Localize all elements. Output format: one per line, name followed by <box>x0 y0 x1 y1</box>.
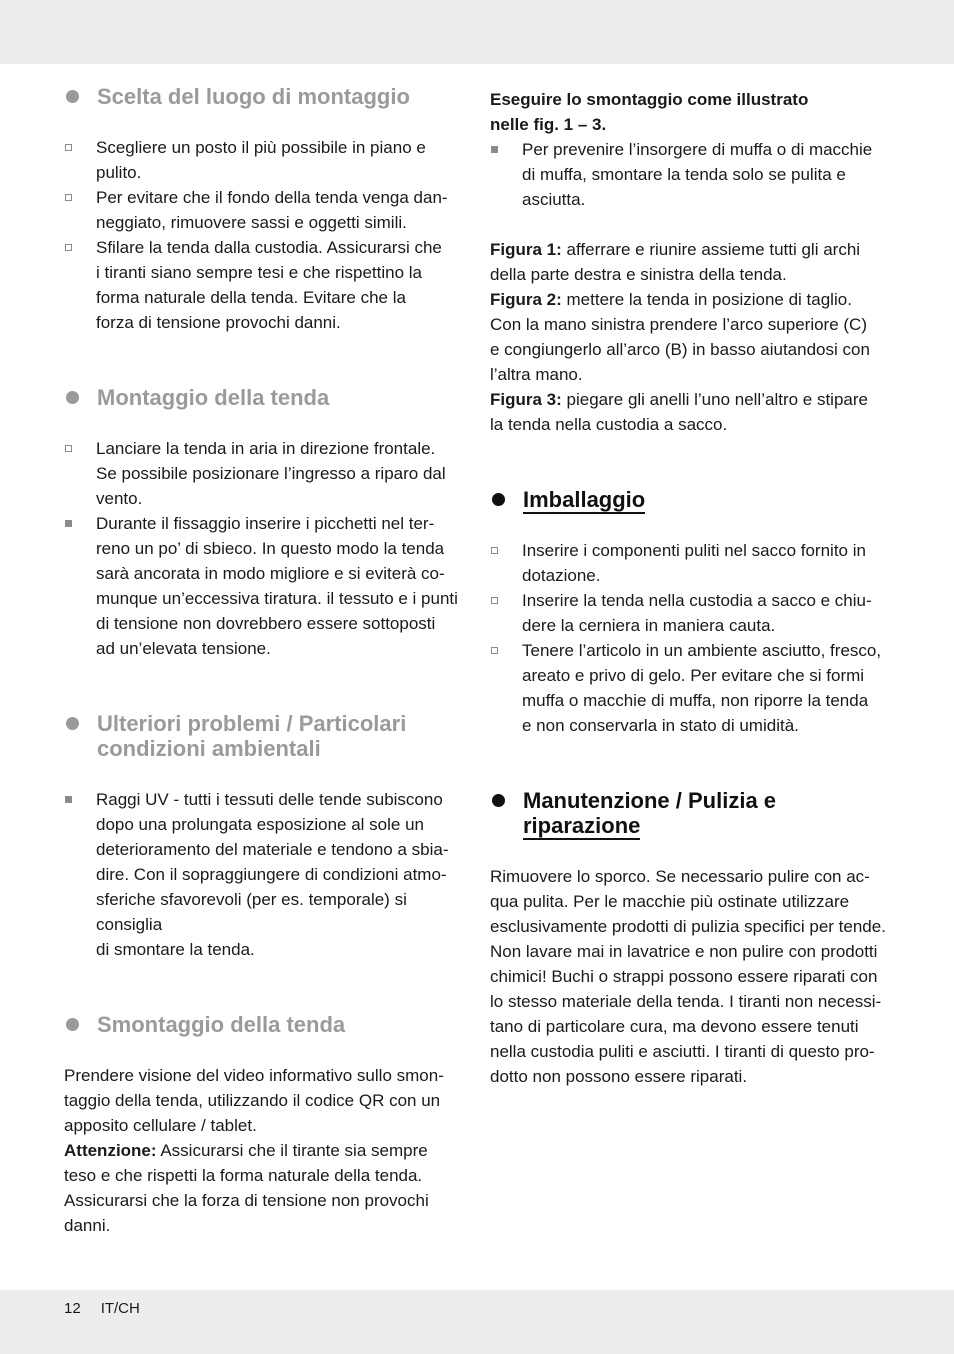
list-item: Inserire la tenda nella custodia a sacco e chiu- dere la cerniera in maniera cauta. <box>490 588 890 638</box>
list-item: Durante il fissaggio inserire i picchetti nel ter- reno un po’ di sbieco. In questo modo la tenda sarà ancorata in modo migliore e si eviterà co- munque un’eccessiva tiratura. il tessuto e i punti di tensione non dovrebbero essere sottoposti ad un’elevata tensione. <box>64 511 464 661</box>
left-column <box>64 84 464 1238</box>
square-bullet-icon <box>491 547 498 554</box>
list-item: Raggi UV - tutti i tessuti delle tende subiscono dopo una prolungata esposizione al sole un deterioramento del materiale e tendono a sbia- dire. Con il sopraggiungere di condizioni atmo- sferiche sfavorevoli (per es. temporale) si consiglia di smontare la tenda. <box>64 787 464 962</box>
filled-square-bullet-icon <box>491 146 498 153</box>
header-band <box>0 0 954 64</box>
paragraph: Rimuovere lo sporco. Se necessario pulire con ac- qua pulita. Per le macchie più ostinate utilizzare esclusivamente prodotti di pulizia specifici per tende. Non lavare mai in lavatrice e non pulire con prodotti chimici! Buchi o strappi possono essere riparati con lo stesso materiale della tenda. I tiranti non necessi- tano di particolare cura, ma devono essere tenuti nella custodia puliti e asciutti. I tiranti di questo pro- dotto non possono essere riparati. <box>490 867 886 1086</box>
footer <box>64 1300 160 1317</box>
list-item: Tenere l’articolo in un ambiente asciutto, fresco, areato e privo di gelo. Per evitare che si formi muffa o macchie di muffa, non riporre la tenda e non conservarla in stato di umidità. <box>490 638 890 738</box>
list-item: Per evitare che il fondo della tenda venga dan- neggiato, rimuovere sassi e oggetti simili. <box>64 185 464 235</box>
list-item: Per prevenire l’insorgere di muffa o di macchie di muffa, smontare la tenda solo se pulita e asciutta. <box>490 137 890 212</box>
list-item: Sfilare la tenda dalla custodia. Assicurarsi che i tiranti siano sempre tesi e che rispettino la forma naturale della tenda. Evitare che la forza di tensione provochi danni. <box>64 235 464 335</box>
square-bullet-icon <box>65 194 72 201</box>
bullet-dot-icon <box>492 493 505 506</box>
bullet-dot-icon <box>66 717 79 730</box>
section-heading-luogo: Scelta del luogo di montaggio <box>64 84 464 109</box>
square-bullet-icon <box>65 144 72 151</box>
square-bullet-icon <box>491 647 498 654</box>
bullet-dot-icon <box>66 1018 79 1031</box>
intro-heading: Eseguire lo smontaggio come illustrato nelle fig. 1 – 3. <box>490 90 809 134</box>
page-number: 12 <box>64 1300 81 1317</box>
paragraph: Prendere visione del video informativo sullo smon- taggio della tenda, utilizzando il codice QR con un apposito cellulare / tablet. Attenzione: Assicurarsi che il tirante sia sempre teso e che rispetti la forma naturale della tenda. Assicurarsi che la forza di tensione non provochi danni. <box>64 1066 444 1235</box>
bullet-dot-icon <box>66 391 79 404</box>
section-heading-smontaggio: Smontaggio della tenda <box>64 1012 464 1037</box>
filled-square-bullet-icon <box>65 796 72 803</box>
bullet-dot-icon <box>66 90 79 103</box>
locale-label: IT/CH <box>100 1300 140 1317</box>
list-item: Scegliere un posto il più possibile in piano e pulito. <box>64 135 464 185</box>
square-bullet-icon <box>491 597 498 604</box>
section-heading-manutenzione: Manutenzione / Pulizia e riparazione <box>490 788 890 838</box>
section-heading-montaggio: Montaggio della tenda <box>64 385 464 410</box>
square-bullet-icon <box>65 244 72 251</box>
filled-square-bullet-icon <box>65 520 72 527</box>
section-heading-problemi: Ulteriori problemi / Particolari condizioni ambientali <box>64 711 464 761</box>
square-bullet-icon <box>65 445 72 452</box>
list-item: Lanciare la tenda in aria in direzione frontale. Se possibile posizionare l’ingresso a riparo dal vento. <box>64 436 464 511</box>
right-column <box>490 87 890 1089</box>
figure-instructions: Figura 1: afferrare e riunire assieme tutti gli archi della parte destra e sinistra della tenda. Figura 2: mettere la tenda in posizione di taglio. Con la mano sinistra prendere l’arco superiore (C) e congiungerlo all’arco (B) in basso aiutandosi con l’altra mano. Figura 3: piegare gli anelli l’uno nell’altro e stipare la tenda nella custodia a sacco. <box>490 240 870 434</box>
list-item: Inserire i componenti puliti nel sacco fornito in dotazione. <box>490 538 890 588</box>
bullet-dot-icon <box>492 794 505 807</box>
section-heading-imballaggio: Imballaggio <box>490 487 890 512</box>
